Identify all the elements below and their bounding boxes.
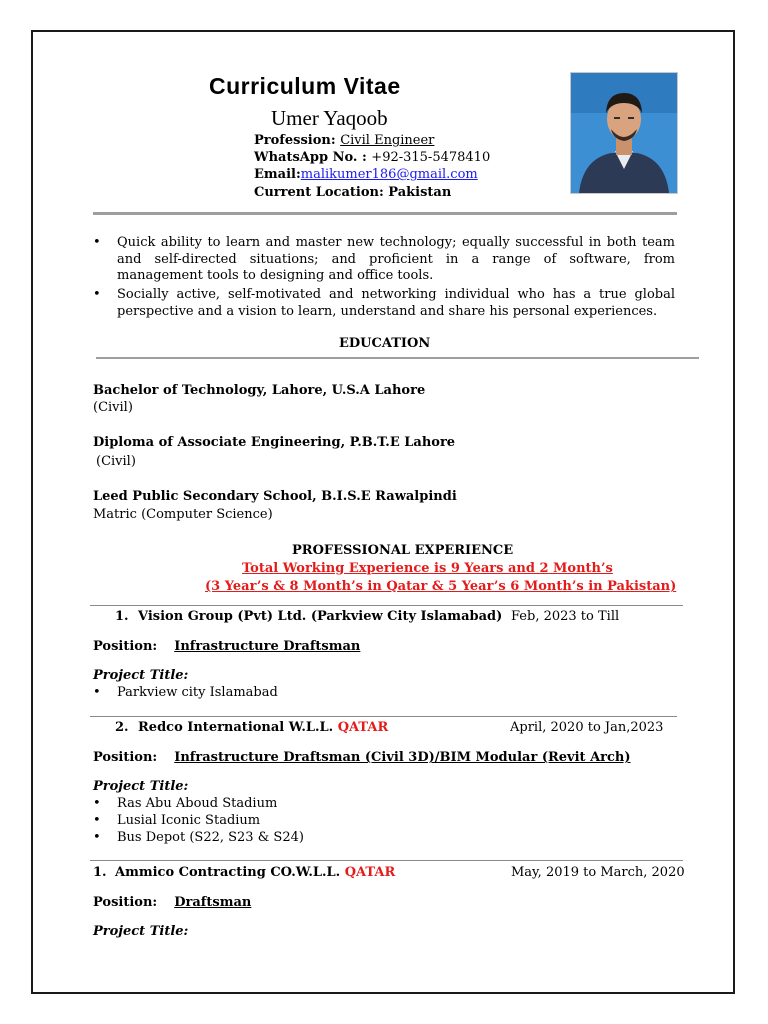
bullet-icon: • xyxy=(93,796,101,811)
profile-photo xyxy=(570,72,678,194)
project-item: • Lusial Iconic Stadium xyxy=(93,813,261,828)
position-value: Draftsman xyxy=(174,895,252,910)
job-divider xyxy=(90,716,677,717)
project-title-label: Project Title: xyxy=(93,924,189,939)
job-position xyxy=(93,639,360,654)
job-dates: May, 2019 to March, 2020 xyxy=(511,865,685,880)
experience-breakdown: (3 Year’s & 8 Month’s in Qatar & 5 Year’s 6 Month’s in Pakistan) xyxy=(205,579,677,594)
job-dates: April, 2020 to Jan,2023 xyxy=(510,720,664,735)
experience-heading: PROFESSIONAL EXPERIENCE xyxy=(292,543,514,558)
job-company: Vision Group (Pvt) Ltd. (Parkview City Islamabad) xyxy=(138,609,503,624)
job-position xyxy=(93,895,251,910)
candidate-name: Umer Yaqoob xyxy=(271,106,388,130)
profile-photo-image xyxy=(571,73,677,193)
bullet-icon: • xyxy=(93,287,101,302)
education-item-title: Leed Public Secondary School, B.I.S.E Rawalpindi xyxy=(93,489,457,504)
project-title-label: Project Title: xyxy=(93,779,189,794)
bullet-icon: • xyxy=(93,235,101,250)
job-number: 1. xyxy=(93,865,107,880)
summary-item xyxy=(93,287,675,321)
education-item-sub: Matric (Computer Science) xyxy=(93,507,273,522)
whatsapp-label: WhatsApp No. : xyxy=(254,150,372,165)
project-item: • Ras Abu Aboud Stadium xyxy=(93,796,278,811)
job-country: QATAR xyxy=(344,865,396,880)
education-item-sub: (Civil) xyxy=(96,454,136,469)
bullet-icon: • xyxy=(93,685,101,700)
job-number: 2. xyxy=(115,720,129,735)
education-item-title: Diploma of Associate Engineering, P.B.T.E Lahore xyxy=(93,435,456,450)
location-label: Current Location: xyxy=(254,185,389,200)
job-divider xyxy=(90,860,683,861)
profession-label: Profession: xyxy=(254,133,341,148)
education-heading: EDUCATION xyxy=(339,336,431,351)
profession-line xyxy=(254,133,434,148)
document-title: Curriculum Vitae xyxy=(209,73,401,99)
profession-value: Civil Engineer xyxy=(340,133,435,148)
education-item-title: Bachelor of Technology, Lahore, U.S.A Lahore xyxy=(93,383,426,398)
education-item-sub: (Civil) xyxy=(93,400,133,415)
position-value: Infrastructure Draftsman xyxy=(174,639,361,654)
education-divider xyxy=(96,357,699,359)
job-divider xyxy=(90,605,683,606)
whatsapp-value: +92-315-5478410 xyxy=(371,150,491,165)
summary-text: Quick ability to learn and master new technology; equally successful in both team and self-directed situations; and proficient in a range of software, from management tools to designing and office tools. xyxy=(117,235,675,283)
header-divider xyxy=(93,212,677,215)
position-label: Position: xyxy=(93,639,158,654)
bullet-icon: • xyxy=(93,813,101,828)
job-company: Redco International W.L.L. QATAR xyxy=(138,720,389,735)
job-country: QATAR xyxy=(337,720,389,735)
summary-text: Socially active, self-motivated and networking individual who has a true global perspective and a vision to learn, understand and share his personal experiences. xyxy=(117,287,675,319)
project-title-label: Project Title: xyxy=(93,668,189,683)
project-item: • Bus Depot (S22, S23 & S24) xyxy=(93,830,304,845)
project-item: • Parkview city Islamabad xyxy=(93,685,278,700)
total-experience: Total Working Experience is 9 Years and 2 Month’s xyxy=(242,561,613,576)
bullet-icon: • xyxy=(93,830,101,845)
email-link[interactable]: malikumer186@gmail.com xyxy=(300,167,478,182)
whatsapp-line xyxy=(254,150,490,165)
job-company: Ammico Contracting CO.W.L.L. QATAR xyxy=(115,865,396,880)
job-position xyxy=(93,750,631,765)
position-value: Infrastructure Draftsman (Civil 3D)/BIM Modular (Revit Arch) xyxy=(174,750,631,765)
email-label: Email: xyxy=(254,167,301,182)
location-value: Pakistan xyxy=(388,185,452,200)
position-label: Position: xyxy=(93,750,158,765)
summary-item xyxy=(93,235,675,285)
email-line xyxy=(254,167,478,182)
job-dates: Feb, 2023 to Till xyxy=(511,609,620,624)
location-line xyxy=(254,185,451,200)
position-label: Position: xyxy=(93,895,158,910)
job-number: 1. xyxy=(115,609,129,624)
